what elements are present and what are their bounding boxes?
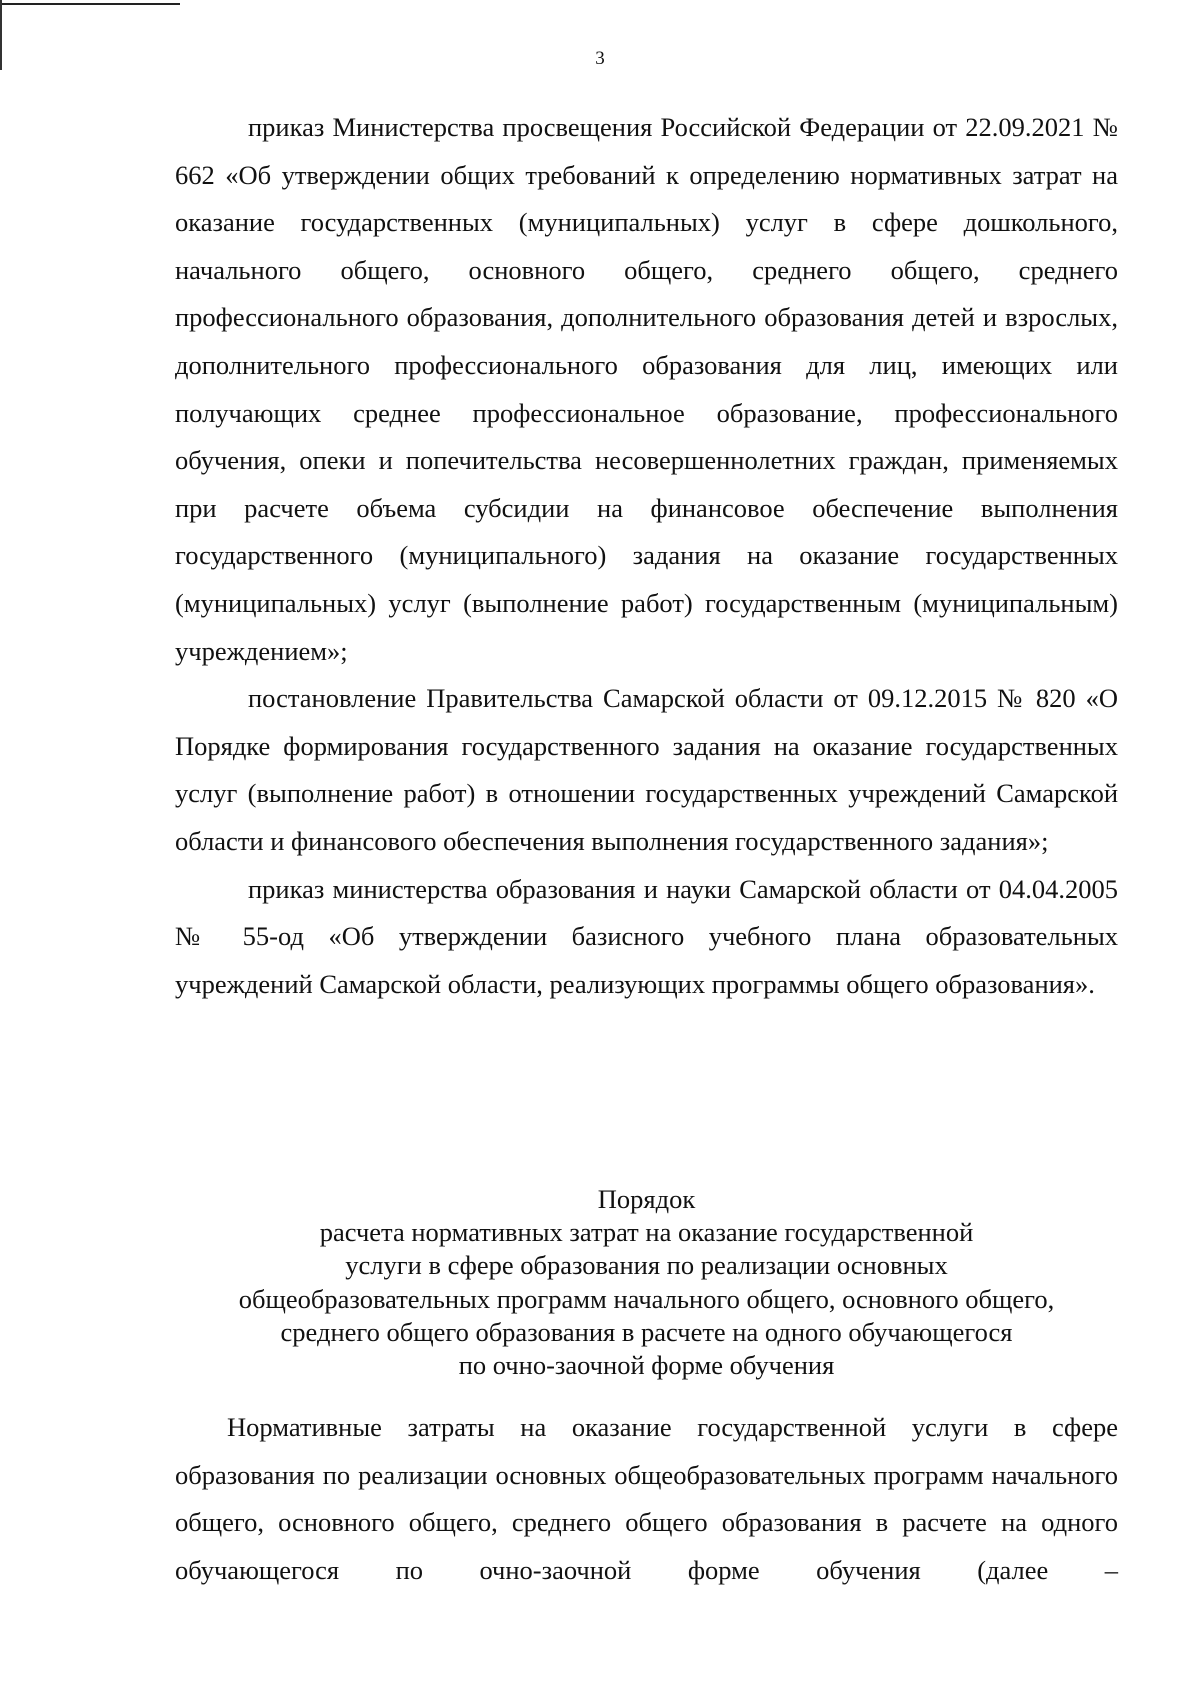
paragraph-government-resolution: постановление Правительства Самарской области от 09.12.2015 № 820 «О Порядке формирования государственного задания на оказание государственных услуг (выполнение работ) в отношении государственных учреждений Самарской области и финансового обеспечения выполнения государственного задания»; — [175, 683, 1118, 856]
paragraph-order-ministry-science: приказ министерства образования и науки Самарской области от 04.04.2005 № 55-од «Об утверждении базисного учебного плана образовательных учреждений Самарской области, реализующих программы общего образования». — [175, 873, 1118, 999]
heading-line: среднего общего образования в расчете на одного обучающегося — [280, 1316, 1013, 1347]
body-text — [175, 104, 1118, 1008]
heading-line: расчета нормативных затрат на оказание государственной — [319, 1217, 974, 1248]
heading-line: по очно-заочной форме обучения — [458, 1350, 835, 1381]
heading-line: услуги в сфере образования по реализации основных — [345, 1250, 948, 1281]
scan-edge-top — [0, 3, 180, 5]
heading-line: общеобразовательных программ начального общего, основного общего, — [238, 1283, 1055, 1314]
paragraph-order-ministry-education: приказ Министерства просвещения Российской Федерации от 22.09.2021 № 662 «Об утверждении общих требований к определению нормативных затрат на оказание государственных (муниципальных) услуг в сфере дошкольного, начального общего, основного общего, среднего общего, среднего профессионального образования, дополнительного образования детей и взрослых, дополнительного профессионального образования для лиц, имеющих или получающих среднее профессиональное образование, профессионального обучения, опеки и попечительства несовершеннолетних граждан, применяемых при расчете объема субсидии на финансовое обеспечение выполнения государственного (муниципального) задания на оказание государственных (муниципальных) услуг (выполнение работ) государственным (муниципальным) учреждением»; — [175, 112, 1118, 666]
section-heading — [175, 1183, 1118, 1382]
paragraph-normative-costs: Нормативные затраты на оказание государственной услуги в сфере образования по реализации основных общеобразовательных программ начального общего, основного общего, среднего общего образования в расчете на одного обучающегося по очно-заочной форме обучения (далее – — [175, 1412, 1118, 1585]
page-number: 3 — [595, 48, 605, 69]
heading-line: Порядок — [597, 1184, 696, 1214]
